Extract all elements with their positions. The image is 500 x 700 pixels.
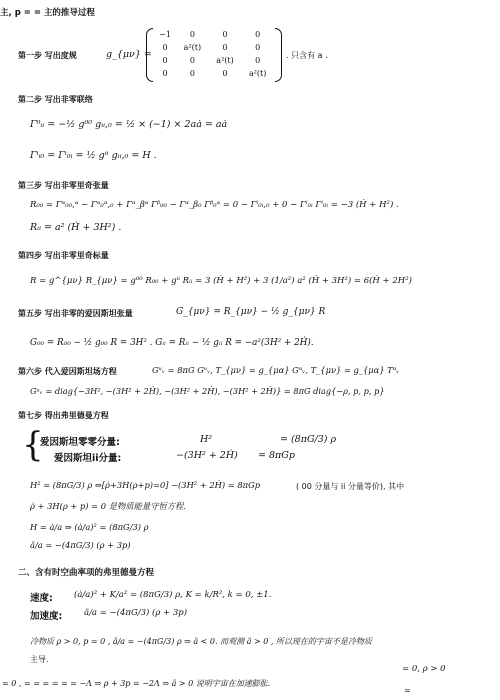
matrix-cell: a²(t) (183, 43, 202, 52)
step1-metric: g_{μν} = (106, 49, 152, 60)
dark-energy-right: = 0, ρ > 0 (402, 664, 446, 674)
matrix-cell: 0 (255, 43, 261, 52)
matrix-cell: 0 (189, 56, 195, 65)
matrix-cell: 0 (189, 30, 195, 39)
matrix-cell: 0 (162, 69, 168, 78)
step6-label: 第六步 代入爱因斯坦场方程 (18, 367, 117, 376)
speed-eq: (ȧ/a)² + K/a² = (8πG/3) ρ, K = k/R², k = 0, ±1. (74, 590, 272, 600)
step7-conservation: ρ̇ + 3H(ρ + p) = 0 是物质能量守恒方程. (30, 501, 186, 511)
matrix-cell: 0 (222, 69, 228, 78)
step7-note: ( 00 分量与 ii 分量等价), 其中 (296, 482, 405, 491)
dark-energy-eq: = 0 , = = = = = = −Λ ⇒ ρ + 3p = −2Λ ⇒ ä > 0 说明宇宙在加速膨胀. (2, 679, 271, 688)
matrix-cell: 0 (255, 30, 261, 39)
matrix-cell: −1 (159, 30, 171, 39)
step7-acceleration: ä/a = −(4πG/3) (ρ + 3p) (30, 540, 131, 550)
matrix-cell: a²(t) (248, 69, 267, 78)
system-brace-icon: { (22, 425, 44, 465)
step7-row1-name: 爱因斯坦零零分量: (40, 437, 120, 448)
step7-combined: H² = (8πG/3) ρ ⇔[ρ̇+3H(ρ+p)=0] −(3H² + 2Ḣ) = 8πGp (30, 480, 261, 490)
step1-tail: . 只含有 a . (286, 51, 328, 60)
step5-eq1: G₀₀ = R₀₀ − ½ g₀₀ R = 3H² . Gᵢᵢ = Rᵢᵢ − ½ gᵢᵢ R = −a²(3H² + 2Ḣ). (30, 338, 314, 348)
step2-eq1: Γ⁰ᵢᵢ = −½ g⁰⁰ gᵢᵢ,₀ = ½ × (−1) × 2aȧ = aȧ (30, 119, 228, 130)
step3-eq1: R₀₀ = Γᵅ₀₀,ᵅ − Γᵅ₀ᵅ,₀ + Γᵅ_βᵅ Γᵝ₀₀ − Γᵅ_β₀ Γᵝ₀ᵅ = 0 − Γⁱ₀ᵢ,₀ + 0 − Γⁱ₀ᵢ Γⁱ₀ᵢ = −3 (Ḣ + H²) . (30, 200, 399, 210)
matrix-table (154, 28, 274, 80)
matrix-cell: a²(t) (216, 56, 234, 65)
step7-row2-name: 爱因斯坦ii分量: (54, 453, 122, 464)
matrix-right-bracket (275, 28, 282, 82)
matrix-cell: 0 (222, 43, 228, 52)
step3-label: 第三步 写出非零里奇张量 (18, 181, 109, 190)
step7-row1-rhs: = (8πG/3) ρ (280, 434, 337, 445)
matrix-cell: 0 (222, 30, 228, 39)
step1-label: 第一步 写出度规 (18, 51, 77, 60)
matrix-row (154, 41, 274, 54)
step5-metric: G_{μν} = R_{μν} − ½ g_{μν} R (176, 307, 326, 317)
cold-matter-eq: 冷物质 ρ > 0, p = 0 , ä/a = −(4πG/3) ρ ⇒ ä < 0. 而观测 ä > 0 , 所以现在的宇宙不是冷物质 (30, 637, 372, 646)
accel-eq: ä/a = −(4πG/3) (ρ + 3p) (84, 608, 188, 618)
step7-row2-lhs: −(3H² + 2Ḣ) (176, 450, 238, 461)
cold-matter-tail: 主导. (30, 655, 49, 664)
step7-label: 第七步 得出弗里德曼方程 (18, 411, 109, 420)
step2-eq2: Γⁱᵢ₀ = Γⁱ₀ᵢ = ½ gⁱⁱ gᵢᵢ,₀ = H . (30, 150, 157, 161)
step5-label: 第五步 写出非零的爱因斯坦张量 (18, 309, 133, 318)
matrix-row (154, 54, 274, 67)
step7-hubble: H = ȧ/a ⇒ (ȧ/a)² = (8πG/3) ρ (30, 522, 149, 532)
matrix-cell: 0 (255, 56, 261, 65)
matrix-cell: 0 (189, 69, 195, 78)
step7-row2-rhs: = 8πGp (258, 450, 295, 461)
matrix-row (154, 28, 274, 41)
step7-row1-lhs: H² (200, 434, 213, 445)
section2-title: 二、含有时空曲率项的弗里德曼方程 (18, 568, 155, 578)
step4-eq1: R = g^{μν} R_{μν} = g⁰⁰ R₀₀ + gⁱⁱ Rᵢᵢ = 3 (Ḣ + H²) + 3 (1/a²) a² (Ḣ + 3H²) = 6(Ḣ + 2H²) (30, 276, 412, 286)
step6-field: Gᵘᵥ = 8πG Gᵘᵥ, T_{μν} = g_{μα} Gᵅᵥ, T_{μν} = g_{μα} Tᵅᵥ (152, 365, 400, 375)
step3-eq2: Rᵢᵢ = a² (Ḣ + 3H²) . (30, 222, 122, 233)
step2-label: 第二步 写出非零联络 (18, 95, 93, 104)
page-header: 主, p = = 主的推导过程 (0, 8, 95, 18)
step4-label: 第四步 写出非零里奇标量 (18, 251, 109, 260)
step6-eq1: Gᵘᵥ = diag{−3H², −(3H² + 2Ḣ), −(3H² + 2Ḣ), −(3H² + 2Ḣ)} = 8πG diag{−ρ, p, p, p} (30, 386, 385, 396)
matrix-left-bracket (146, 28, 153, 82)
matrix-cell: 0 (162, 43, 168, 52)
matrix-cell: 0 (162, 56, 168, 65)
metric-matrix (146, 28, 282, 80)
matrix-row (154, 67, 274, 80)
dark-energy-right2: = (404, 686, 411, 695)
speed-label: 速度: (30, 593, 53, 604)
accel-label: 加速度: (30, 611, 63, 622)
